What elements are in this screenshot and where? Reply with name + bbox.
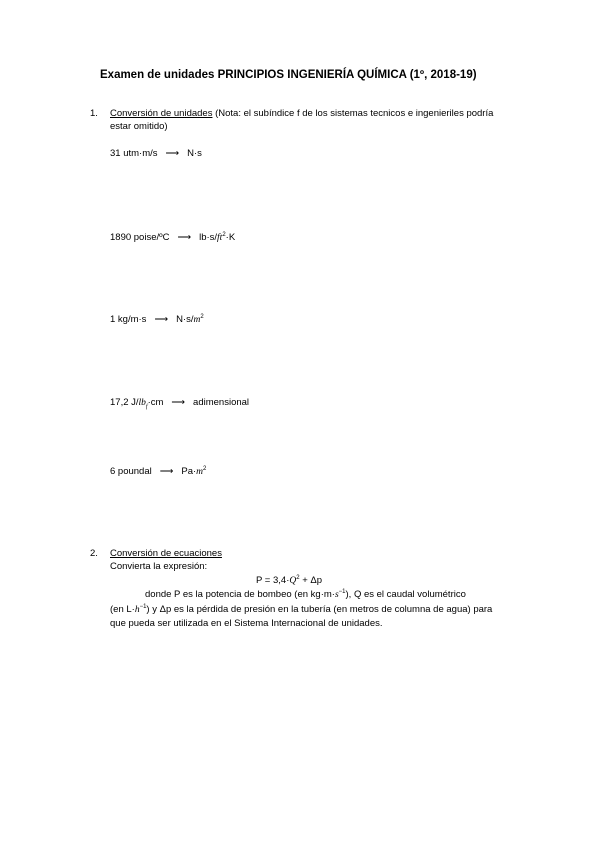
conversion-item-4 [110,397,249,408]
section-2-heading: Conversión de ecuaciones [110,548,222,559]
desc2-h: h [134,605,140,615]
arrow-icon: ⟶ [159,466,174,477]
item-5-to-a: Pa· [181,466,197,477]
desc2-b: ) y Δp es la pérdida de presión en la tubería (en metros de columna de agua) para [146,604,493,615]
conversion-item-3 [110,314,204,325]
description-line-2 [110,604,492,615]
conversion-item-1 [110,148,202,159]
item-2-to-a: lb·s/ [199,232,218,243]
section-1-note: (Nota: el subíndice f de los sistemas tecnicos e ingenieriles podría [212,108,494,119]
section-1-number: 1. [90,108,98,119]
item-2-to-b: ·K [225,232,236,243]
desc1-s: s [334,590,339,600]
item-2-to-ft: ft [217,233,223,243]
item-2-from: 1890 poise/ºC [110,232,170,243]
desc2-exp: −1 [139,603,147,610]
item-2-to-exp: 2 [222,231,226,238]
equation-q: Q [289,576,297,586]
item-5-to-exp: 2 [203,465,207,472]
desc1-exp: −1 [338,588,346,595]
desc2-a: (en L· [110,604,135,615]
item-4-from-a: 17,2 J/ [110,397,139,408]
item-4-from-b: ·cm [147,397,164,408]
section-1-heading: Conversión de unidades [110,108,213,119]
equation-exp: 2 [296,574,300,581]
section-1-heading-line [110,108,493,119]
item-4-from-sub: f [145,403,148,410]
desc1-a: donde P es la potencia de bombeo (en kg·m· [145,589,335,600]
item-1-from: 31 utm·m/s [110,148,158,159]
item-4-from-lb: lb [138,398,146,408]
equation [256,575,322,586]
item-4-to: adimensional [193,397,250,408]
arrow-icon: ⟶ [171,397,186,408]
item-3-to-m: m [193,315,201,325]
arrow-icon: ⟶ [177,232,192,243]
section-2-number: 2. [90,548,98,559]
section-2-instruction: Convierta la expresión: [110,561,208,572]
arrow-icon: ⟶ [165,148,180,159]
section-1-note-continued: estar omitido) [110,121,168,132]
item-3-to-a: N·s/ [176,314,194,325]
item-1-to: N·s [187,148,202,159]
desc1-b: ), Q es el caudal volumétrico [345,589,466,600]
item-5-from: 6 poundal [110,466,152,477]
page-title: Examen de unidades PRINCIPIOS INGENIERÍA QUÍMICA (1º, 2018-19) [100,69,477,81]
description-line-3: que pueda ser utilizada en el Sistema Internacional de unidades. [110,618,383,629]
item-3-to-exp: 2 [200,313,204,320]
description-line-1 [145,589,466,600]
conversion-item-5 [110,466,206,477]
conversion-item-2 [110,232,235,243]
equation-b: + Δp [299,575,323,586]
item-5-to-m: m [196,467,204,477]
arrow-icon: ⟶ [154,314,169,325]
equation-a: P = 3,4· [256,575,290,586]
item-3-from: 1 kg/m·s [110,314,147,325]
